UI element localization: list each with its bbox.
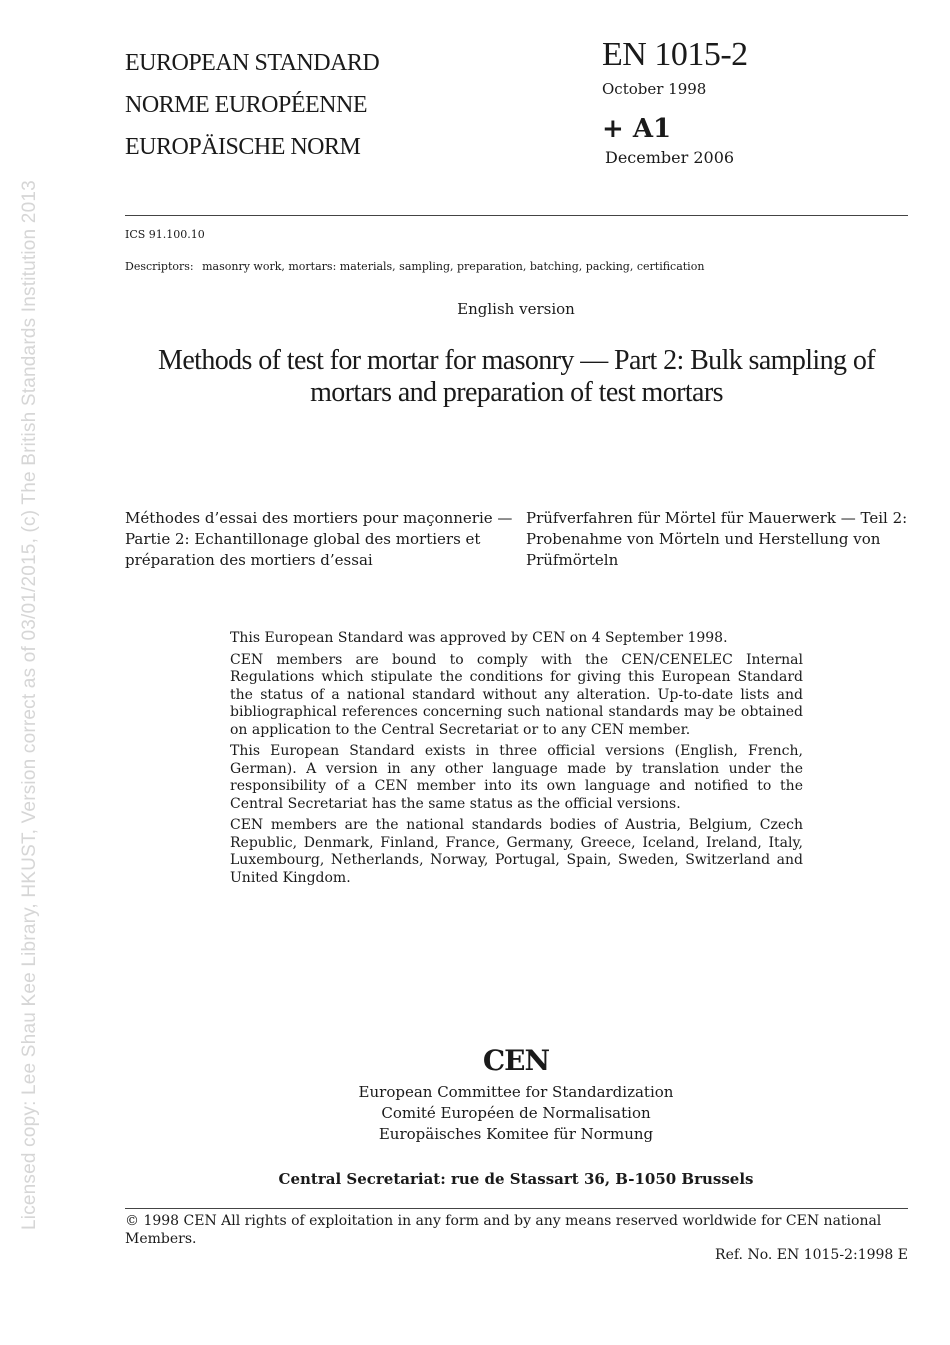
standard-date: October 1998: [602, 80, 707, 98]
standard-number: EN 1015-2: [602, 36, 748, 73]
cen-logo: CEN: [482, 1044, 550, 1077]
header-divider: [125, 215, 908, 216]
cen-name-fr: Comité Européen de Normalisation: [381, 1104, 651, 1122]
copyright-notice: © 1998 CEN All rights of exploitation in any form and by any means reserved worldwide for CEN national Members.: [125, 1213, 882, 1247]
descriptors: [125, 260, 704, 273]
amendment-label: + A1: [602, 114, 672, 144]
footer-divider: [125, 1208, 908, 1209]
notice-paragraph: CEN members are bound to comply with the CEN/CENELEC Internal Regulations which stipulate the conditions for giving this European Standard the status of a national standard without any alteration. Up-to-date lists and bibliographical references concerning such national standards may be obtained on application to the Central Secretariat or to any CEN member.: [230, 651, 803, 738]
ics-code: ICS 91.100.10: [125, 228, 205, 241]
german-title: Prüfverfahren für Mörtel für Mauerwerk — Teil 2: Probenahme von Mörteln und Herstellung von Prüfmörteln: [526, 509, 908, 569]
amendment-date: December 2006: [605, 148, 735, 167]
cen-committee-names: [0, 1082, 950, 1145]
cen-name-en: European Committee for Standardization: [358, 1083, 674, 1101]
standard-type-fr: NORME EUROPÉENNE: [125, 92, 367, 118]
notice-paragraph: CEN members are the national standards bodies of Austria, Belgium, Czech Republic, Denmark, Finland, France, Germany, Greece, Iceland, Ireland, Italy, Luxembourg, Netherlands, Norway, Portugal, Spain, Sweden, Switzerland and United Kingdom.: [230, 817, 803, 886]
descriptors-label: Descriptors:: [125, 260, 194, 273]
notice-paragraph: This European Standard was approved by CEN on 4 September 1998.: [230, 630, 728, 646]
approval-notice: [230, 630, 803, 891]
central-secretariat: Central Secretariat: rue de Stassart 36, B-1050 Brussels: [278, 1170, 754, 1188]
french-title: Méthodes d’essai des mortiers pour maçonnerie — Partie 2: Echantillonage global des mortiers et préparation des mortiers d’essai: [125, 509, 513, 569]
document-title: Methods of test for mortar for masonry — Part 2: Bulk sampling of mortars and preparation of test mortars: [158, 345, 875, 408]
standard-type-en: EUROPEAN STANDARD: [125, 50, 380, 76]
reference-number: Ref. No. EN 1015-2:1998 E: [715, 1247, 908, 1263]
standard-type-names: [125, 42, 379, 168]
standard-type-de: EUROPÄISCHE NORM: [125, 134, 361, 160]
descriptors-text: masonry work, mortars: materials, sampling, preparation, batching, packing, certification: [202, 260, 705, 273]
cen-name-de: Europäisches Komitee für Normung: [378, 1125, 654, 1143]
language-version: English version: [457, 300, 575, 318]
notice-paragraph: This European Standard exists in three official versions (English, French, German). A version in any other language made by translation under the responsibility of a CEN member into its own language and notified to the Central Secretariat has the same status as the official versions.: [230, 743, 803, 812]
license-watermark: Licensed copy: Lee Shau Kee Library, HKUST, Version correct as of 03/01/2015, (c) The British Standards Institution 2013: [19, 180, 40, 1230]
